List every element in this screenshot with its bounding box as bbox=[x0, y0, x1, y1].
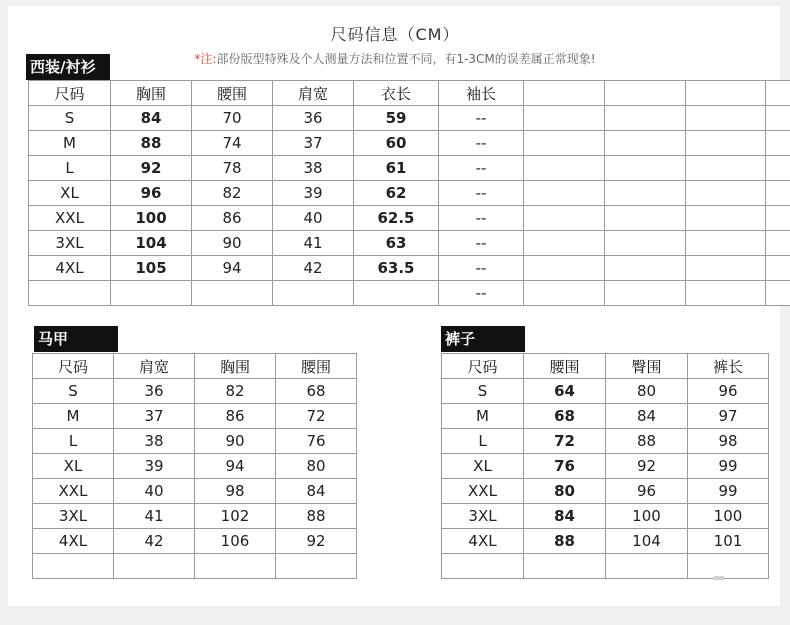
table-row bbox=[442, 479, 769, 504]
measurement-cell bbox=[688, 554, 769, 579]
measurement-cell: -- bbox=[439, 256, 524, 281]
note-text: 部份版型特殊及个人测量方法和位置不同，有1-3CM的误差属正常现象! bbox=[216, 52, 596, 66]
measurement-cell bbox=[524, 554, 606, 579]
size-cell: XL bbox=[33, 454, 114, 479]
size-cell bbox=[29, 281, 111, 306]
measurement-cell bbox=[686, 231, 766, 256]
measurement-cell bbox=[686, 256, 766, 281]
table-row bbox=[29, 131, 790, 156]
decorative-mark bbox=[714, 576, 724, 580]
measurement-cell: 99 bbox=[688, 454, 769, 479]
measurement-cell: -- bbox=[439, 106, 524, 131]
measurement-cell bbox=[686, 156, 766, 181]
measurement-cell bbox=[606, 554, 688, 579]
suit-header-row bbox=[29, 81, 790, 106]
measurement-cell: 68 bbox=[276, 379, 357, 404]
measurement-cell: 74 bbox=[192, 131, 273, 156]
measurement-cell bbox=[766, 181, 790, 206]
size-cell bbox=[442, 554, 524, 579]
measurement-cell: -- bbox=[439, 156, 524, 181]
size-cell: S bbox=[33, 379, 114, 404]
measurement-cell bbox=[605, 156, 686, 181]
measurement-cell: 62.5 bbox=[354, 206, 439, 231]
measurement-cell: 88 bbox=[111, 131, 192, 156]
measurement-cell bbox=[766, 131, 790, 156]
column-header: 腰围 bbox=[276, 354, 357, 379]
measurement-cell: 88 bbox=[606, 429, 688, 454]
measurement-cell bbox=[686, 131, 766, 156]
measurement-cell bbox=[524, 206, 605, 231]
measurement-cell: 39 bbox=[273, 181, 354, 206]
measurement-cell: 64 bbox=[524, 379, 606, 404]
measurement-cell: 41 bbox=[114, 504, 195, 529]
suit-shirt-label: 西装/衬衫 bbox=[26, 54, 110, 80]
table-row bbox=[442, 454, 769, 479]
table-row bbox=[29, 206, 790, 231]
measurement-cell: 101 bbox=[688, 529, 769, 554]
measurement-cell bbox=[766, 206, 790, 231]
column-header: 腰围 bbox=[524, 354, 606, 379]
size-cell: XL bbox=[442, 454, 524, 479]
measurement-cell bbox=[605, 106, 686, 131]
column-header: 衣长 bbox=[354, 81, 439, 106]
column-header bbox=[686, 81, 766, 106]
table-row bbox=[33, 479, 357, 504]
measurement-cell: 76 bbox=[524, 454, 606, 479]
size-cell: L bbox=[442, 429, 524, 454]
measurement-cell: 36 bbox=[114, 379, 195, 404]
measurement-cell: 40 bbox=[273, 206, 354, 231]
column-header bbox=[766, 81, 790, 106]
measurement-cell: 78 bbox=[192, 156, 273, 181]
table-row bbox=[29, 281, 790, 306]
column-header: 胸围 bbox=[195, 354, 276, 379]
size-cell: S bbox=[29, 106, 111, 131]
table-row bbox=[33, 429, 357, 454]
measurement-cell: 84 bbox=[524, 504, 606, 529]
column-header: 臀围 bbox=[606, 354, 688, 379]
measurement-cell: -- bbox=[439, 281, 524, 306]
measurement-cell: 82 bbox=[192, 181, 273, 206]
table-row bbox=[33, 404, 357, 429]
measurement-note bbox=[0, 50, 790, 67]
measurement-cell: 106 bbox=[195, 529, 276, 554]
measurement-cell: 82 bbox=[195, 379, 276, 404]
measurement-cell: 37 bbox=[273, 131, 354, 156]
measurement-cell: -- bbox=[439, 231, 524, 256]
measurement-cell: 62 bbox=[354, 181, 439, 206]
measurement-cell: 41 bbox=[273, 231, 354, 256]
measurement-cell: 36 bbox=[273, 106, 354, 131]
measurement-cell: 88 bbox=[524, 529, 606, 554]
table-row bbox=[33, 379, 357, 404]
measurement-cell bbox=[524, 181, 605, 206]
table-row bbox=[442, 529, 769, 554]
column-header: 袖长 bbox=[439, 81, 524, 106]
table-row bbox=[442, 404, 769, 429]
measurement-cell: 94 bbox=[195, 454, 276, 479]
measurement-cell: 104 bbox=[606, 529, 688, 554]
size-cell: 4XL bbox=[33, 529, 114, 554]
measurement-cell: -- bbox=[439, 206, 524, 231]
measurement-cell: 68 bbox=[524, 404, 606, 429]
note-prefix: *注: bbox=[194, 52, 217, 66]
measurement-cell: 63 bbox=[354, 231, 439, 256]
measurement-cell: 96 bbox=[688, 379, 769, 404]
measurement-cell: 40 bbox=[114, 479, 195, 504]
measurement-cell bbox=[273, 281, 354, 306]
measurement-cell: 96 bbox=[606, 479, 688, 504]
measurement-cell: 92 bbox=[276, 529, 357, 554]
vest-header-row bbox=[33, 354, 357, 379]
table-row bbox=[29, 181, 790, 206]
column-header: 裤长 bbox=[688, 354, 769, 379]
measurement-cell bbox=[114, 554, 195, 579]
measurement-cell: -- bbox=[439, 181, 524, 206]
measurement-cell bbox=[524, 131, 605, 156]
measurement-cell bbox=[524, 231, 605, 256]
size-cell: L bbox=[29, 156, 111, 181]
measurement-cell: 80 bbox=[606, 379, 688, 404]
column-header: 尺码 bbox=[29, 81, 111, 106]
measurement-cell bbox=[354, 281, 439, 306]
measurement-cell: 98 bbox=[688, 429, 769, 454]
column-header: 腰围 bbox=[192, 81, 273, 106]
measurement-cell: 38 bbox=[273, 156, 354, 181]
column-header: 肩宽 bbox=[114, 354, 195, 379]
measurement-cell bbox=[766, 106, 790, 131]
measurement-cell bbox=[276, 554, 357, 579]
measurement-cell bbox=[524, 156, 605, 181]
measurement-cell: 39 bbox=[114, 454, 195, 479]
size-cell: 4XL bbox=[29, 256, 111, 281]
page-title: 尺码信息（CM） bbox=[330, 25, 460, 44]
measurement-cell: 61 bbox=[354, 156, 439, 181]
measurement-cell: 42 bbox=[273, 256, 354, 281]
size-cell: XXL bbox=[29, 206, 111, 231]
size-cell: S bbox=[442, 379, 524, 404]
measurement-cell: 104 bbox=[111, 231, 192, 256]
size-cell: 3XL bbox=[29, 231, 111, 256]
size-cell: 4XL bbox=[442, 529, 524, 554]
measurement-cell: 98 bbox=[195, 479, 276, 504]
column-header: 尺码 bbox=[33, 354, 114, 379]
size-cell: 3XL bbox=[442, 504, 524, 529]
measurement-cell: 97 bbox=[688, 404, 769, 429]
measurement-cell bbox=[686, 281, 766, 306]
pants-size-table bbox=[441, 353, 769, 579]
table-row bbox=[442, 429, 769, 454]
measurement-cell: 102 bbox=[195, 504, 276, 529]
measurement-cell: 94 bbox=[192, 256, 273, 281]
pants-header-row bbox=[442, 354, 769, 379]
measurement-cell: 92 bbox=[111, 156, 192, 181]
measurement-cell: 100 bbox=[688, 504, 769, 529]
size-cell: M bbox=[33, 404, 114, 429]
table-row bbox=[442, 554, 769, 579]
measurement-cell: 96 bbox=[111, 181, 192, 206]
measurement-cell: 60 bbox=[354, 131, 439, 156]
column-header bbox=[605, 81, 686, 106]
measurement-cell bbox=[605, 131, 686, 156]
column-header: 肩宽 bbox=[273, 81, 354, 106]
measurement-cell bbox=[766, 231, 790, 256]
measurement-cell bbox=[766, 281, 790, 306]
measurement-cell: 63.5 bbox=[354, 256, 439, 281]
measurement-cell bbox=[686, 206, 766, 231]
measurement-cell: 100 bbox=[606, 504, 688, 529]
table-row bbox=[33, 454, 357, 479]
measurement-cell bbox=[524, 281, 605, 306]
table-row bbox=[33, 554, 357, 579]
size-cell: XXL bbox=[33, 479, 114, 504]
measurement-cell: 84 bbox=[276, 479, 357, 504]
column-header: 尺码 bbox=[442, 354, 524, 379]
pants-label: 裤子 bbox=[441, 326, 525, 352]
table-row bbox=[29, 156, 790, 181]
size-cell: XXL bbox=[442, 479, 524, 504]
measurement-cell: 92 bbox=[606, 454, 688, 479]
table-row bbox=[29, 256, 790, 281]
measurement-cell bbox=[524, 106, 605, 131]
size-cell: 3XL bbox=[33, 504, 114, 529]
measurement-cell: 42 bbox=[114, 529, 195, 554]
measurement-cell: 37 bbox=[114, 404, 195, 429]
measurement-cell: 38 bbox=[114, 429, 195, 454]
measurement-cell: -- bbox=[439, 131, 524, 156]
measurement-cell: 72 bbox=[276, 404, 357, 429]
measurement-cell: 90 bbox=[195, 429, 276, 454]
measurement-cell bbox=[524, 256, 605, 281]
measurement-cell bbox=[605, 281, 686, 306]
measurement-cell bbox=[605, 181, 686, 206]
measurement-cell bbox=[195, 554, 276, 579]
table-row bbox=[33, 504, 357, 529]
vest-label: 马甲 bbox=[34, 326, 118, 352]
measurement-cell: 80 bbox=[276, 454, 357, 479]
table-row bbox=[33, 529, 357, 554]
measurement-cell: 99 bbox=[688, 479, 769, 504]
size-cell bbox=[33, 554, 114, 579]
measurement-cell bbox=[686, 106, 766, 131]
measurement-cell bbox=[605, 206, 686, 231]
measurement-cell bbox=[766, 156, 790, 181]
measurement-cell: 59 bbox=[354, 106, 439, 131]
measurement-cell bbox=[605, 231, 686, 256]
measurement-cell: 84 bbox=[606, 404, 688, 429]
measurement-cell: 100 bbox=[111, 206, 192, 231]
measurement-cell bbox=[605, 256, 686, 281]
table-row bbox=[29, 231, 790, 256]
measurement-cell: 76 bbox=[276, 429, 357, 454]
measurement-cell bbox=[766, 256, 790, 281]
measurement-cell: 86 bbox=[195, 404, 276, 429]
suit-shirt-size-table bbox=[28, 80, 790, 306]
size-cell: M bbox=[442, 404, 524, 429]
column-header bbox=[524, 81, 605, 106]
size-cell: M bbox=[29, 131, 111, 156]
measurement-cell: 88 bbox=[276, 504, 357, 529]
measurement-cell: 72 bbox=[524, 429, 606, 454]
vest-size-table bbox=[32, 353, 357, 579]
table-row bbox=[29, 106, 790, 131]
measurement-cell: 105 bbox=[111, 256, 192, 281]
measurement-cell: 70 bbox=[192, 106, 273, 131]
size-cell: XL bbox=[29, 181, 111, 206]
measurement-cell: 84 bbox=[111, 106, 192, 131]
column-header: 胸围 bbox=[111, 81, 192, 106]
measurement-cell: 80 bbox=[524, 479, 606, 504]
measurement-cell bbox=[192, 281, 273, 306]
measurement-cell bbox=[686, 181, 766, 206]
measurement-cell bbox=[111, 281, 192, 306]
size-cell: L bbox=[33, 429, 114, 454]
measurement-cell: 86 bbox=[192, 206, 273, 231]
measurement-cell: 90 bbox=[192, 231, 273, 256]
table-row bbox=[442, 379, 769, 404]
table-row bbox=[442, 504, 769, 529]
